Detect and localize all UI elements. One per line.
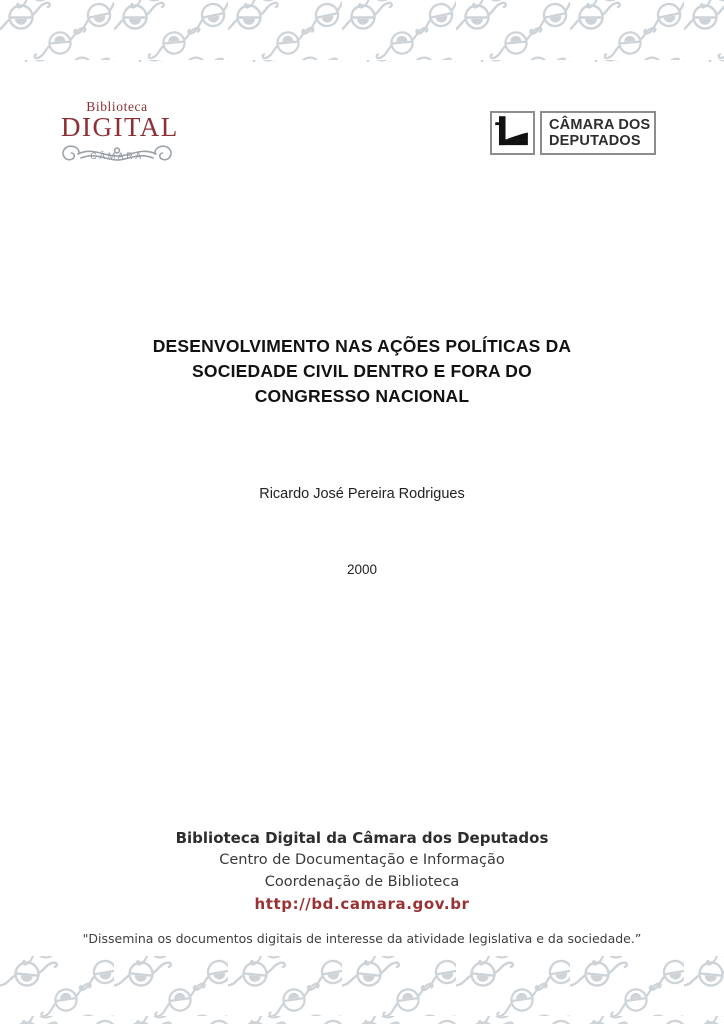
mission-quote: "Dissemina os documentos digitais de interesse da atividade legislativa e da sociedade.” — [82, 931, 642, 946]
title-line-3: CONGRESSO NACIONAL — [254, 386, 470, 406]
document-title — [0, 334, 724, 409]
library-url-link[interactable]: http://bd.camara.gov.br — [254, 895, 470, 913]
title-line-2: SOCIEDADE CIVIL DENTRO E FORA DO — [192, 361, 532, 381]
deputados-line: DEPUTADOS — [549, 133, 641, 149]
title-line-1: DESENVOLVIMENTO NAS AÇÕES POLÍTICAS DA — [152, 336, 572, 356]
camara-building-icon — [490, 111, 535, 155]
decorative-swirl-band-top — [0, 0, 724, 62]
camara-deputados-logo — [490, 111, 656, 155]
author-name: Ricardo José Pereira Rodrigues — [259, 486, 465, 502]
publisher-name: Biblioteca Digital da Câmara dos Deputados — [175, 829, 549, 847]
biblioteca-digital-logo — [61, 99, 179, 171]
publication-year: 2000 — [346, 562, 378, 577]
decorative-swirl-band-bottom — [0, 956, 724, 1024]
camara-wordmark: CÂMARA — [90, 151, 144, 161]
publisher-department: Centro de Documentação e Informação — [219, 852, 505, 868]
publisher-coordination: Coordenação de Biblioteca — [264, 874, 460, 890]
digital-wordmark: DIGITAL — [61, 112, 179, 142]
biblioteca-wordmark: Biblioteca — [86, 99, 148, 114]
camara-deputados-wordmark — [540, 111, 656, 155]
publisher-block — [0, 827, 724, 915]
swirl-pattern-bottom — [0, 956, 724, 1024]
camara-dos-line: CÂMARA DOS — [549, 117, 651, 133]
swirl-pattern-top — [0, 0, 724, 62]
